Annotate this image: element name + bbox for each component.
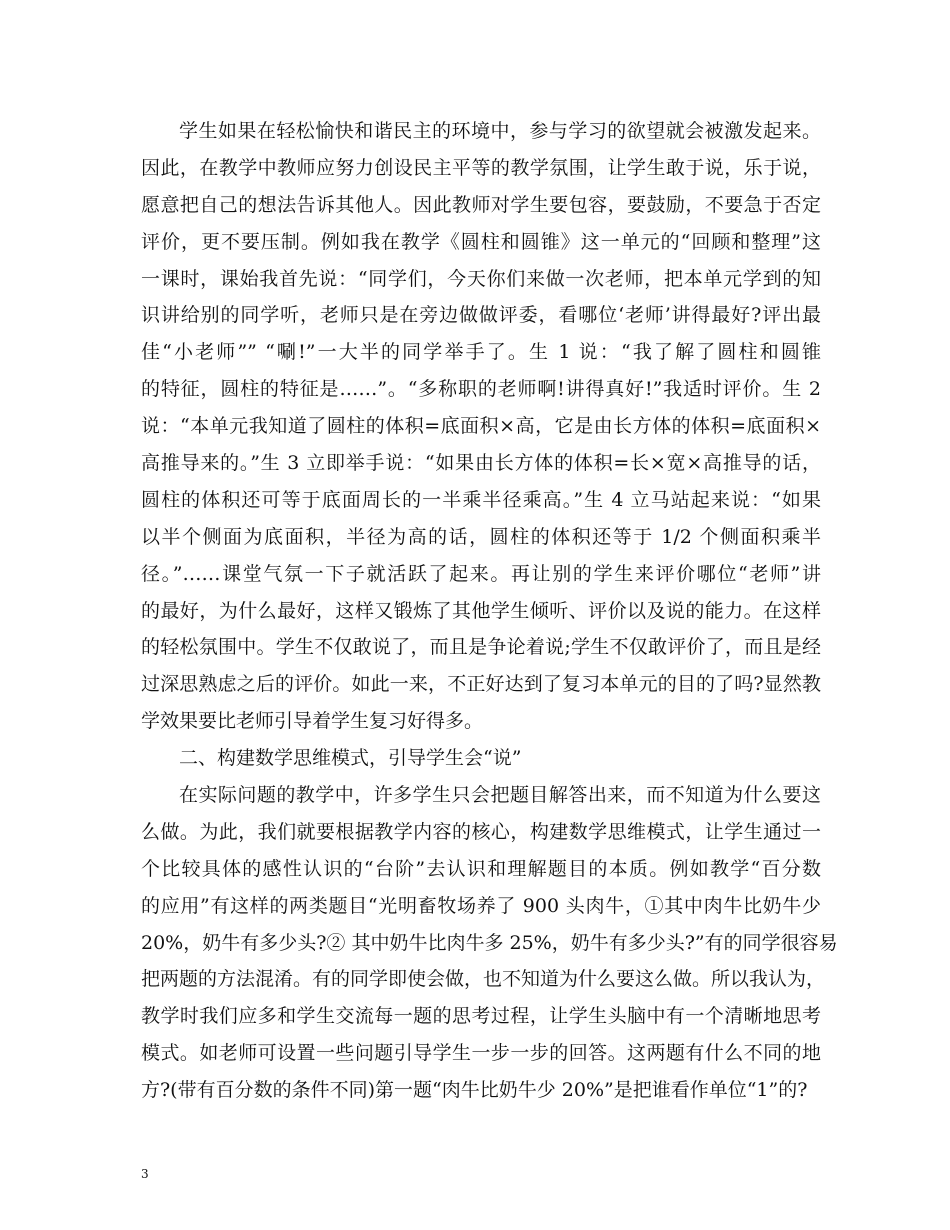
paragraph-3-line: 方?(带有百分数的条件不同)第一题“肉牛比奶牛少 20%”是把谁看作单位“1”的? (141, 1079, 808, 1102)
paragraph-3-line: 把两题的方法混淆。有的同学即使会做，也不知道为什么要这么做。所以我认为， (141, 968, 826, 991)
paragraph-1-line: 佳“小老师”” “唰!”一大半的同学举手了。生 1 说：“我了解了圆柱和圆锥 (141, 341, 821, 364)
paragraph-1-line: 因此，在教学中教师应努力创设民主平等的教学氛围，让学生敢于说，乐于说， (141, 156, 821, 179)
paragraph-1-line: 以半个侧面为底面积，半径为高的话，圆柱的体积还等于 1/2 个侧面积乘半 (141, 525, 821, 548)
paragraph-3-line: 20%，奶牛有多少头?② 其中奶牛比肉牛多 25%，奶牛有多少头?”有的同学很容易 (141, 931, 838, 954)
paragraph-3-line: 的应用”有这样的两类题目“光明畜牧场养了 900 头肉牛，①其中肉牛比奶牛少 (141, 894, 821, 917)
paragraph-3-line: 教学时我们应多和学生交流每一题的思考过程，让学生头脑中有一个清晰地思考 (141, 1005, 821, 1028)
paragraph-3-line: 模式。如老师可设置一些问题引导学生一步一步的回答。这两题有什么不同的地 (141, 1042, 821, 1065)
paragraph-1-line: 的特征，圆柱的特征是……”。“多称职的老师啊!讲得真好!”我适时评价。生 2 (141, 378, 821, 401)
paragraph-1-line: 评价，更不要压制。例如我在教学《圆柱和圆锥》这一单元的“回顾和整理”这 (141, 230, 821, 253)
paragraph-1-line: 的最好，为什么最好，这样又锻炼了其他学生倾听、评价以及说的能力。在这样 (141, 599, 821, 622)
paragraph-1-line: 径。”……课堂气氛一下子就活跃了起来。再让别的学生来评价哪位“老师”讲 (141, 562, 821, 585)
paragraph-3-line: 在实际问题的教学中，许多学生只会把题目解答出来，而不知道为什么要这 (179, 784, 821, 807)
paragraph-1-line: 圆柱的体积还可等于底面周长的一半乘半径乘高。”生 4 立马站起来说：“如果 (141, 488, 821, 511)
paragraph-3-line: 个比较具体的感性认识的“台阶”去认识和理解题目的本质。例如教学“百分数 (141, 857, 821, 880)
page-number: 3 (141, 1167, 149, 1181)
paragraph-1-line: 一课时，课始我首先说：“同学们，今天你们来做一次老师，把本单元学到的知 (141, 267, 821, 290)
paragraph-1-line: 高推导来的。”生 3 立即举手说：“如果由长方体的体积=长×宽×高推导的话， (141, 452, 821, 475)
paragraph-1-line: 过深思熟虑之后的评价。如此一来，不正好达到了复习本单元的目的了吗?显然教 (141, 673, 821, 696)
paragraph-1-line: 的轻松氛围中。学生不仅敢说了，而且是争论着说;学生不仅敢评价了，而且是经 (141, 636, 821, 659)
paragraph-1-line: 识讲给别的同学听，老师只是在旁边做做评委，看哪位‘老师’讲得最好?评出最 (141, 304, 821, 327)
paragraph-2-line: 二、构建数学思维模式，引导学生会“说” (179, 747, 522, 770)
paragraph-1-line: 愿意把自己的想法告诉其他人。因此教师对学生要包容，要鼓励，不要急于否定 (141, 193, 821, 216)
body-text (141, 113, 838, 1109)
paragraph-3-line: 么做。为此，我们就要根据教学内容的核心，构建数学思维模式，让学生通过一 (141, 820, 821, 843)
paragraph-1-line: 学效果要比老师引导着学生复习好得多。 (141, 710, 484, 733)
paragraph-1-line: 说：“本单元我知道了圆柱的体积=底面积×高，它是由长方体的体积=底面积× (141, 415, 821, 438)
paragraph-1-line: 学生如果在轻松愉快和谐民主的环境中，参与学习的欲望就会被激发起来。 (179, 120, 821, 142)
